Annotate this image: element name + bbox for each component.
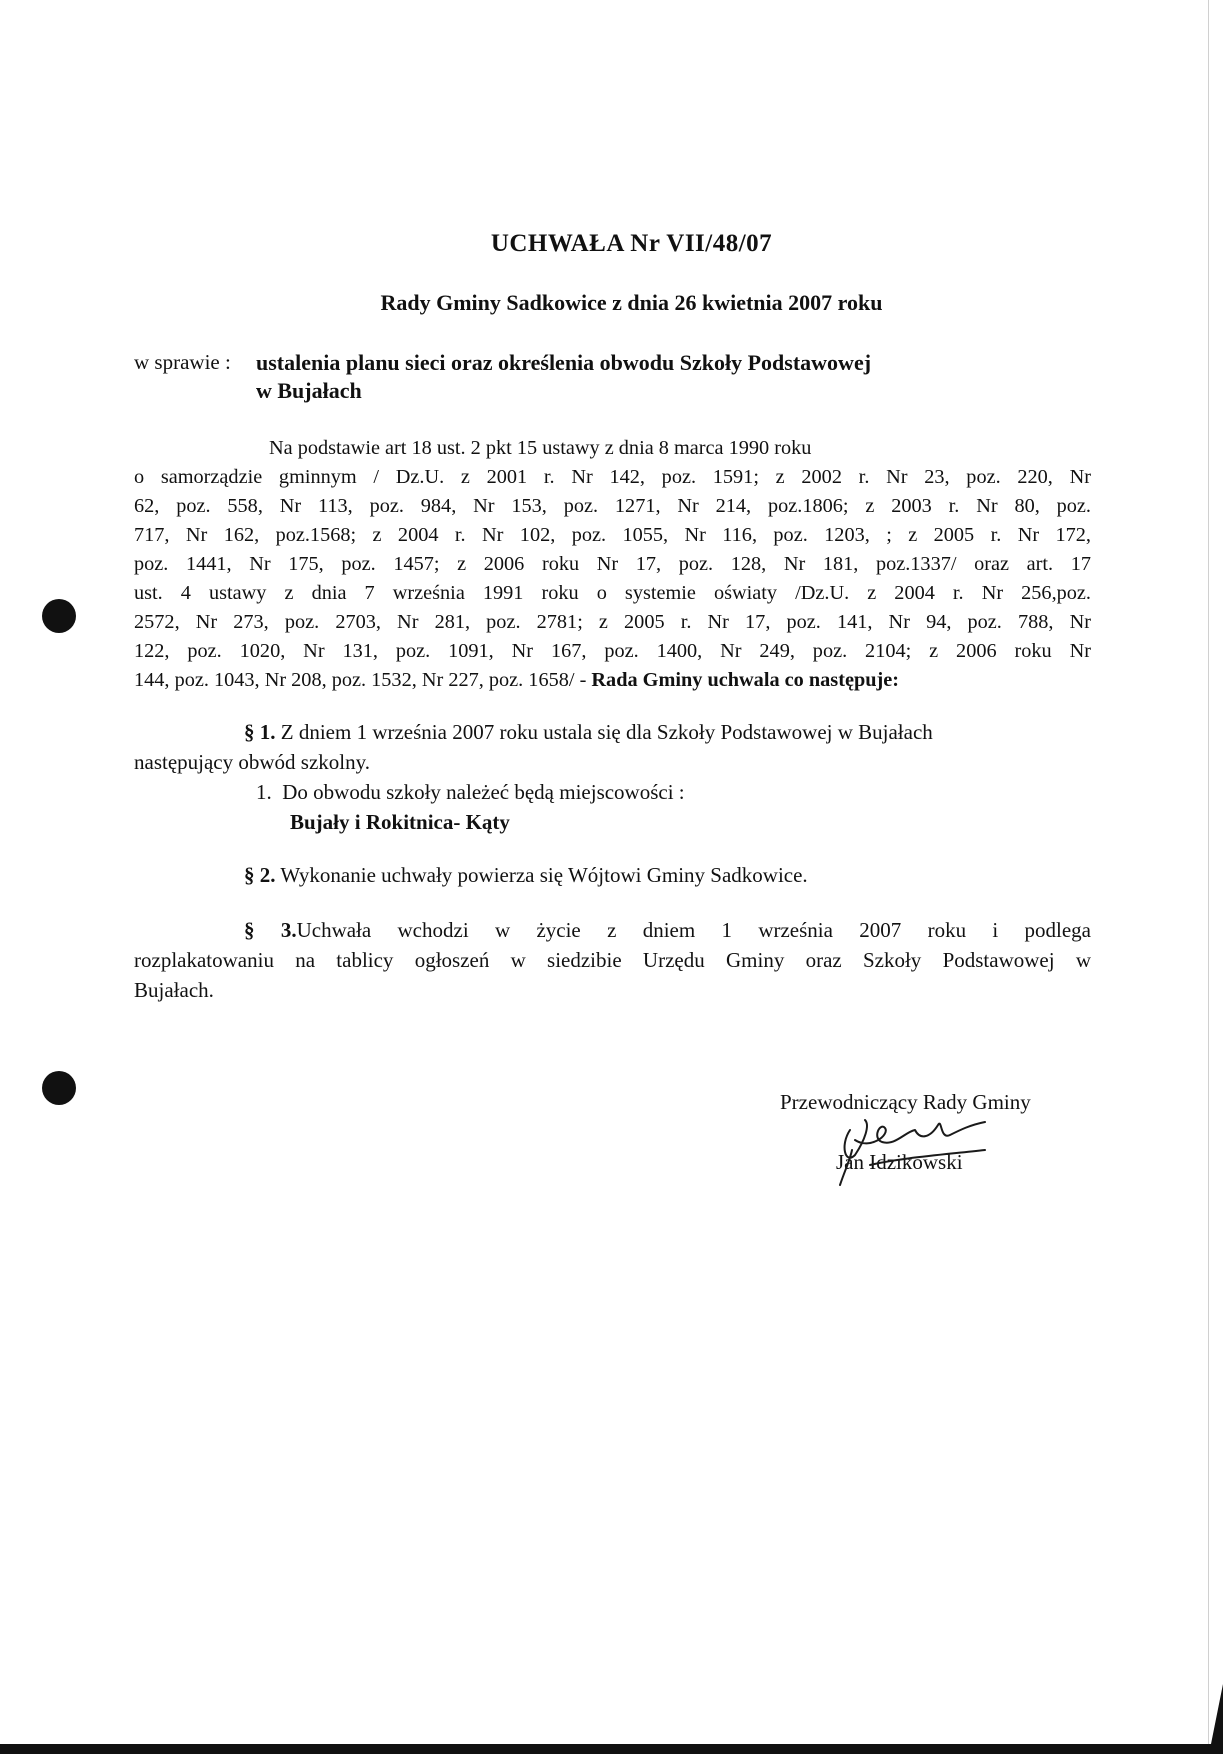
resolution-subtitle: Rady Gminy Sadkowice z dnia 26 kwietnia 2007 roku [380,290,883,315]
legal-basis-line: ust. 4 ustawy z dnia 7 września 1991 roku o systemie oświaty /Dz.U. z 2004 r. Nr 256,poz. [134,582,1091,604]
resolution-title: UCHWAŁA Nr VII/48/07 [490,230,773,257]
subject-line-2: w Bujałach [256,378,362,403]
legal-basis-line: 2572, Nr 273, poz. 2703, Nr 281, poz. 2781; z 2005 r. Nr 17, poz. 141, Nr 94, poz. 788, Nr [134,611,1091,633]
legal-basis-line: 717, Nr 162, poz.1568; z 2004 r. Nr 102, poz. 1055, Nr 116, poz. 1203, ; z 2005 r. Nr 172, [134,524,1091,546]
section-2-line [134,860,1091,890]
section-1-line-1 [134,717,1091,747]
legal-basis-line-text: 144, poz. 1043, Nr 208, poz. 1532, Nr 227, poz. 1658/ - [134,669,592,691]
section-3 [134,915,1091,1005]
section-1-item [134,777,1091,807]
scan-bottom-edge [0,1744,1223,1754]
punch-hole [42,599,76,633]
section-1-places: Bujały i Rokitnica- Kąty [290,810,510,834]
subject-line-1: ustalenia planu sieci oraz określenia obwodu Szkoły Podstawowej [256,350,872,375]
section-1-item-text: Do obwodu szkoły należeć będą miejscowości : [282,780,685,804]
legal-basis-line: poz. 1441, Nr 175, poz. 1457; z 2006 roku Nr 17, poz. 128, Nr 181, poz.1337/ oraz art. 17 [134,553,1091,575]
signatory-title: Przewodniczący Rady Gminy [780,1090,1031,1114]
legal-basis [134,434,1091,695]
punch-hole [42,1071,76,1105]
scan-edge-line [1208,0,1209,1754]
subject-text [256,349,871,405]
section-3-text: Uchwała wchodzi w życie z dniem 1 września 2007 roku i podlega [296,918,1092,942]
section-1-line-2: następujący obwód szkolny. [134,750,371,774]
handwritten-signature [810,1110,1010,1190]
legal-basis-last-line [134,666,1091,695]
section-1-item-number: 1. [256,780,272,804]
section-2-text: Wykonanie uchwały powierza się Wójtowi Gminy Sadkowice. [275,863,808,887]
subject-label [134,350,231,375]
section-2 [134,860,1091,890]
subject-label-text: w sprawie : [134,350,231,374]
section-3-line-2: rozplakatowaniu na tablicy ogłoszeń w siedzibie Urzędu Gminy oraz Szkoły Podstawowej w [134,948,1091,972]
section-2-symbol: § 2. [244,863,276,887]
section-1-text: Z dniem 1 września 2007 roku ustala się dla Szkoły Podstawowej w Bujałach [275,720,933,744]
section-3-line-3: Bujałach. [134,978,214,1002]
legal-basis-line: o samorządzie gminnym / Dz.U. z 2001 r. Nr 142, poz. 1591; z 2002 r. Nr 23, poz. 220, Nr [134,466,1091,488]
resolves-text: Rada Gminy uchwala co następuje: [591,669,900,691]
legal-basis-line: Na podstawie art 18 ust. 2 pkt 15 ustawy z dnia 8 marca 1990 roku [269,437,812,459]
scan-corner-mark [1211,1684,1223,1744]
section-1-symbol: § 1. [244,720,276,744]
section-1 [134,717,1091,837]
legal-basis-line: 62, poz. 558, Nr 113, poz. 984, Nr 153, poz. 1271, Nr 214, poz.1806; z 2003 r. Nr 80, poz. [134,495,1091,517]
signatory-name: Jan Idzikowski [836,1150,963,1174]
section-3-line-1 [134,915,1091,945]
section-3-symbol: § 3. [244,918,297,942]
legal-basis-line: 122, poz. 1020, Nr 131, poz. 1091, Nr 167, poz. 1400, Nr 249, poz. 2104; z 2006 roku Nr [134,640,1091,662]
